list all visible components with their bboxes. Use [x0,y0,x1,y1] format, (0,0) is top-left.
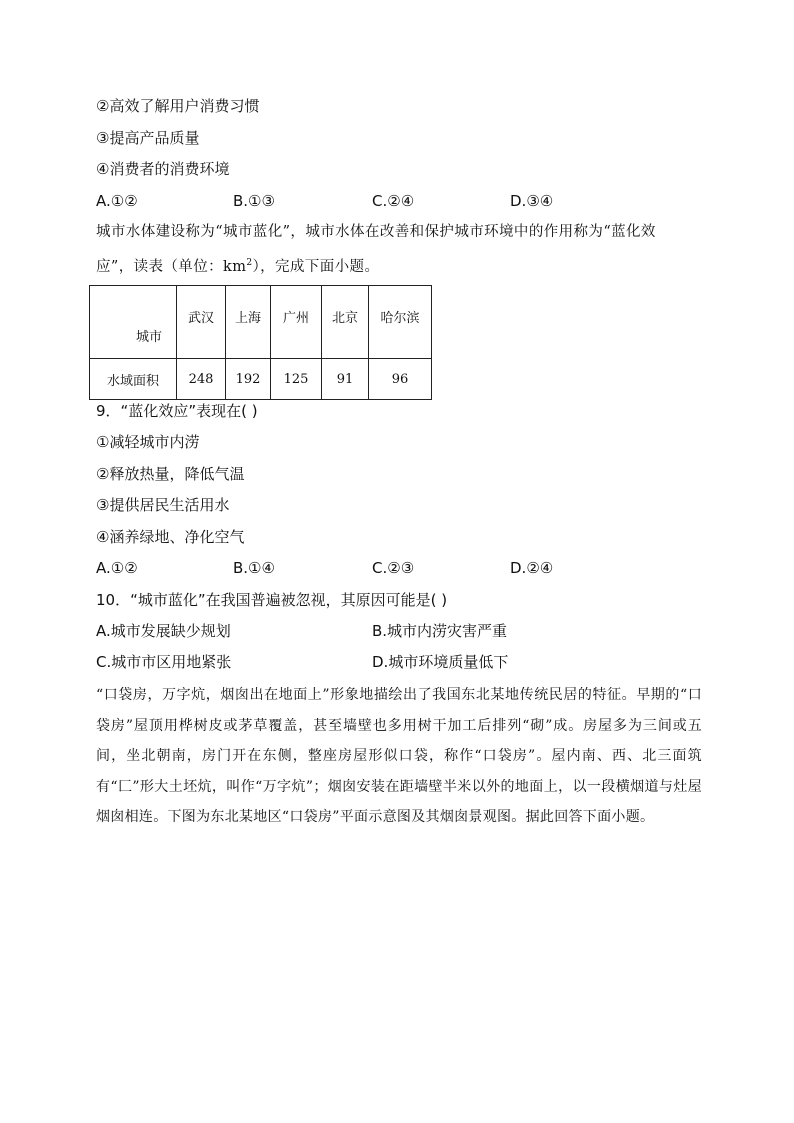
intro-line-1: 城市水体建设称为“城市蓝化”，城市水体在改善和保护城市环境中的作用称为“蓝化效 [96,224,656,240]
q9-answer-b[interactable]: B.①④ [233,559,275,577]
q10-answer-d[interactable]: D.城市环境质量低下 [372,653,509,671]
q8-option-2: ②高效了解用户消费习惯 [96,97,260,115]
q8-option-3: ③提高产品质量 [96,129,200,147]
q9-answer-d[interactable]: D.②④ [510,559,554,577]
q9-item-2: ②释放热量，降低气温 [96,465,245,483]
q10-answer-c[interactable]: C.城市市区用地紧张 [96,653,232,671]
city-wuhan: 武汉 [177,286,226,359]
q9-item-3: ③提供居民生活用水 [96,496,230,514]
city-shanghai: 上海 [226,286,271,359]
area-shanghai: 192 [226,359,271,400]
q9-answer-a[interactable]: A.①② [96,559,138,577]
q8-answer-c[interactable]: C.②④ [372,192,415,210]
table-row [90,359,432,400]
q9-item-1: ①减轻城市内涝 [96,433,200,451]
q10-stem: 10．“城市蓝化”在我国普遍被忽视，其原因可能是( ) [96,591,448,609]
area-harbin: 96 [369,359,432,400]
q8-answer-d[interactable]: D.③④ [510,192,554,210]
area-guangzhou: 125 [271,359,322,400]
intro-line-2: 应”，读表（单位：$km^2$），完成下面小题。 [96,258,380,275]
table-header-row [90,286,432,359]
city-guangzhou: 广州 [271,286,322,359]
q8-option-4: ④消费者的消费环境 [96,160,230,178]
row-label: 水域面积 [90,359,177,400]
city-beijing: 北京 [322,286,369,359]
q10-answer-a[interactable]: A.城市发展缺少规划 [96,622,231,640]
q8-answer-b[interactable]: B.①③ [233,192,275,210]
table-corner-cell: 城市 [90,286,177,359]
q9-stem: 9．“蓝化效应”表现在( ) [96,402,258,420]
city-harbin: 哈尔滨 [369,286,432,359]
q9-answer-c[interactable]: C.②③ [372,559,415,577]
water-area-table [89,285,432,400]
q9-item-4: ④涵养绿地、净化空气 [96,528,245,546]
passage-koudaifang: “口袋房，万字炕，烟囱出在地面上”形象地描绘出了我国东北某地传统民居的特征。早期的“口袋房”屋顶用桦树皮或茅草覆盖，甚至墙壁也多用树干加工后排列“砌”成。房屋多为三间或五间，坐北朝南，房门开在东侧，整座房屋形似口袋，称作“口袋房”。屋内南、西、北三面筑有“匚”形大土坯炕，叫作“万字炕”；烟囱安装在距墙壁半米以外的地面上，以一段横烟道与灶屋烟囱相连。下图为东北某地区“口袋房”平面示意图及其烟囱景观图。据此回答下面小题。 [96,687,702,825]
area-wuhan: 248 [177,359,226,400]
q10-answer-b[interactable]: B.城市内涝灾害严重 [372,622,508,640]
q8-answer-a[interactable]: A.①② [96,192,138,210]
area-beijing: 91 [322,359,369,400]
